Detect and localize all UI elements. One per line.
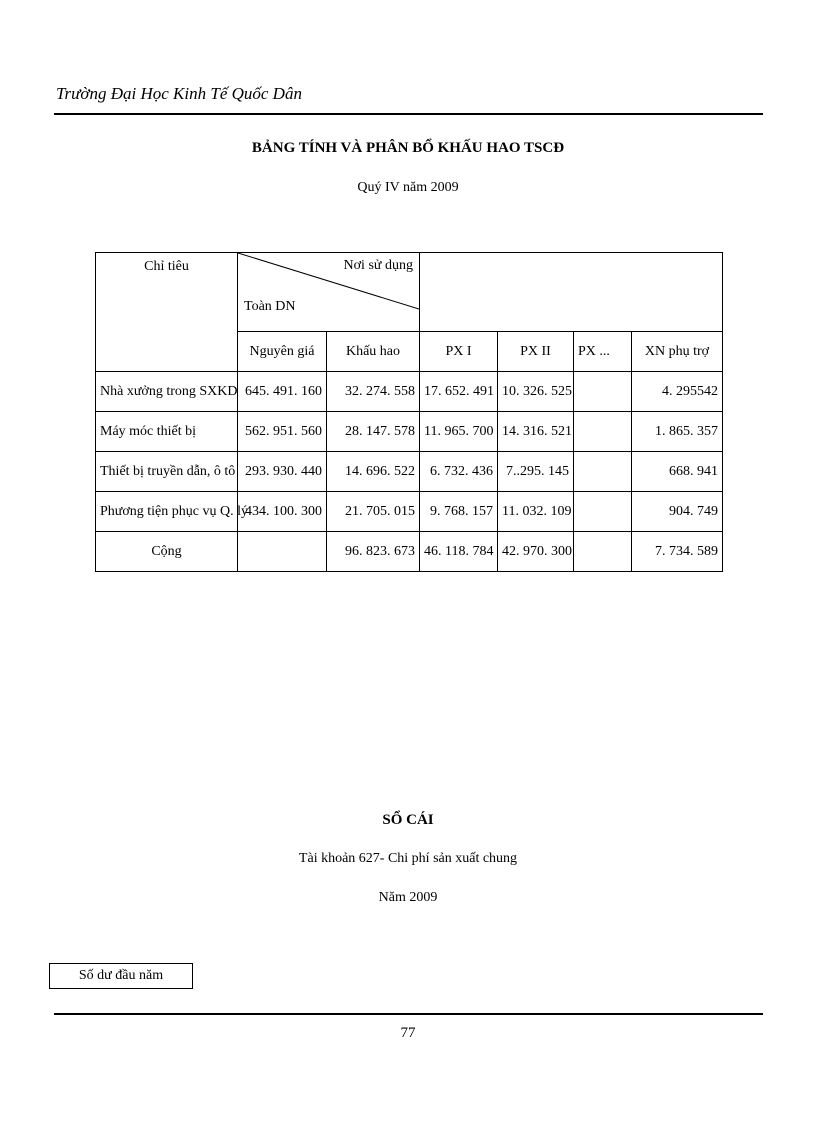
cell-depreciation: 21. 705. 015 — [327, 492, 420, 532]
ledger-year: Năm 2009 — [378, 890, 438, 905]
total-original-cost — [238, 532, 327, 572]
cell-original-cost: 562. 951. 560 — [238, 412, 327, 452]
cell-px1: 6. 732. 436 — [420, 452, 498, 492]
cell-original-cost: 434. 100. 300 — [238, 492, 327, 532]
table-row — [96, 412, 723, 452]
ledger-title: SỔ CÁI — [382, 812, 434, 828]
header-rule — [54, 113, 763, 115]
cell-aux: 1. 865. 357 — [632, 412, 723, 452]
header-px-other: PX ... — [574, 332, 632, 372]
depreciation-title: BẢNG TÍNH VÀ PHÂN BỔ KHẤU HAO TSCĐ — [251, 140, 565, 156]
total-label: Cộng — [96, 532, 238, 572]
cell-px-other — [574, 372, 632, 412]
row-label: Phương tiện phục vụ Q. lý — [96, 492, 238, 532]
header-blank-cell — [420, 253, 723, 332]
row-label: Nhà xưởng trong SXKD — [96, 372, 238, 412]
cell-aux: 904. 749 — [632, 492, 723, 532]
total-px-other — [574, 532, 632, 572]
header-original-cost: Nguyên giá — [238, 332, 327, 372]
total-depreciation: 96. 823. 673 — [327, 532, 420, 572]
table-row — [96, 372, 723, 412]
cell-px2: 11. 032. 109 — [498, 492, 574, 532]
footer-rule — [54, 1013, 763, 1015]
cell-px-other — [574, 412, 632, 452]
row-label: Máy móc thiết bị — [96, 412, 238, 452]
cell-px-other — [574, 452, 632, 492]
header-depreciation: Khấu hao — [327, 332, 420, 372]
cell-px1: 11. 965. 700 — [420, 412, 498, 452]
cell-original-cost: 293. 930. 440 — [238, 452, 327, 492]
cell-px2: 14. 316. 521 — [498, 412, 574, 452]
total-row — [96, 532, 723, 572]
page-number: 77 — [400, 1025, 416, 1041]
cell-px2: 10. 326. 525 — [498, 372, 574, 412]
school-header: Trường Đại Học Kinh Tế Quốc Dân — [56, 84, 302, 103]
cell-px-other — [574, 492, 632, 532]
header-px2: PX II — [498, 332, 574, 372]
cell-original-cost: 645. 491. 160 — [238, 372, 327, 412]
table-header-row — [96, 253, 723, 332]
total-px2: 42. 970. 300 — [498, 532, 574, 572]
cell-px1: 17. 652. 491 — [420, 372, 498, 412]
row-label: Thiết bị truyền dẫn, ô tô — [96, 452, 238, 492]
cell-depreciation: 14. 696. 522 — [327, 452, 420, 492]
total-aux: 7. 734. 589 — [632, 532, 723, 572]
table-row — [96, 452, 723, 492]
cell-depreciation: 28. 147. 578 — [327, 412, 420, 452]
table-row — [96, 492, 723, 532]
depreciation-table — [95, 252, 723, 572]
header-indicator: Chỉ tiêu — [96, 253, 238, 372]
cell-aux: 668. 941 — [632, 452, 723, 492]
opening-balance-box: Số dư đầu năm — [49, 963, 193, 989]
header-whole-company: Toàn DN — [244, 299, 296, 314]
header-place-of-use: Nơi sử dụng — [343, 258, 413, 273]
cell-aux: 4. 295542 — [632, 372, 723, 412]
total-px1: 46. 118. 784 — [420, 532, 498, 572]
cell-px2: 7..295. 145 — [498, 452, 574, 492]
depreciation-period: Quý IV năm 2009 — [357, 180, 459, 195]
ledger-account: Tài khoản 627- Chi phí sản xuất chung — [298, 851, 518, 866]
cell-depreciation: 32. 274. 558 — [327, 372, 420, 412]
cell-px1: 9. 768. 157 — [420, 492, 498, 532]
header-aux: XN phụ trợ — [632, 332, 723, 372]
header-diagonal-cell — [238, 253, 420, 332]
header-px1: PX I — [420, 332, 498, 372]
